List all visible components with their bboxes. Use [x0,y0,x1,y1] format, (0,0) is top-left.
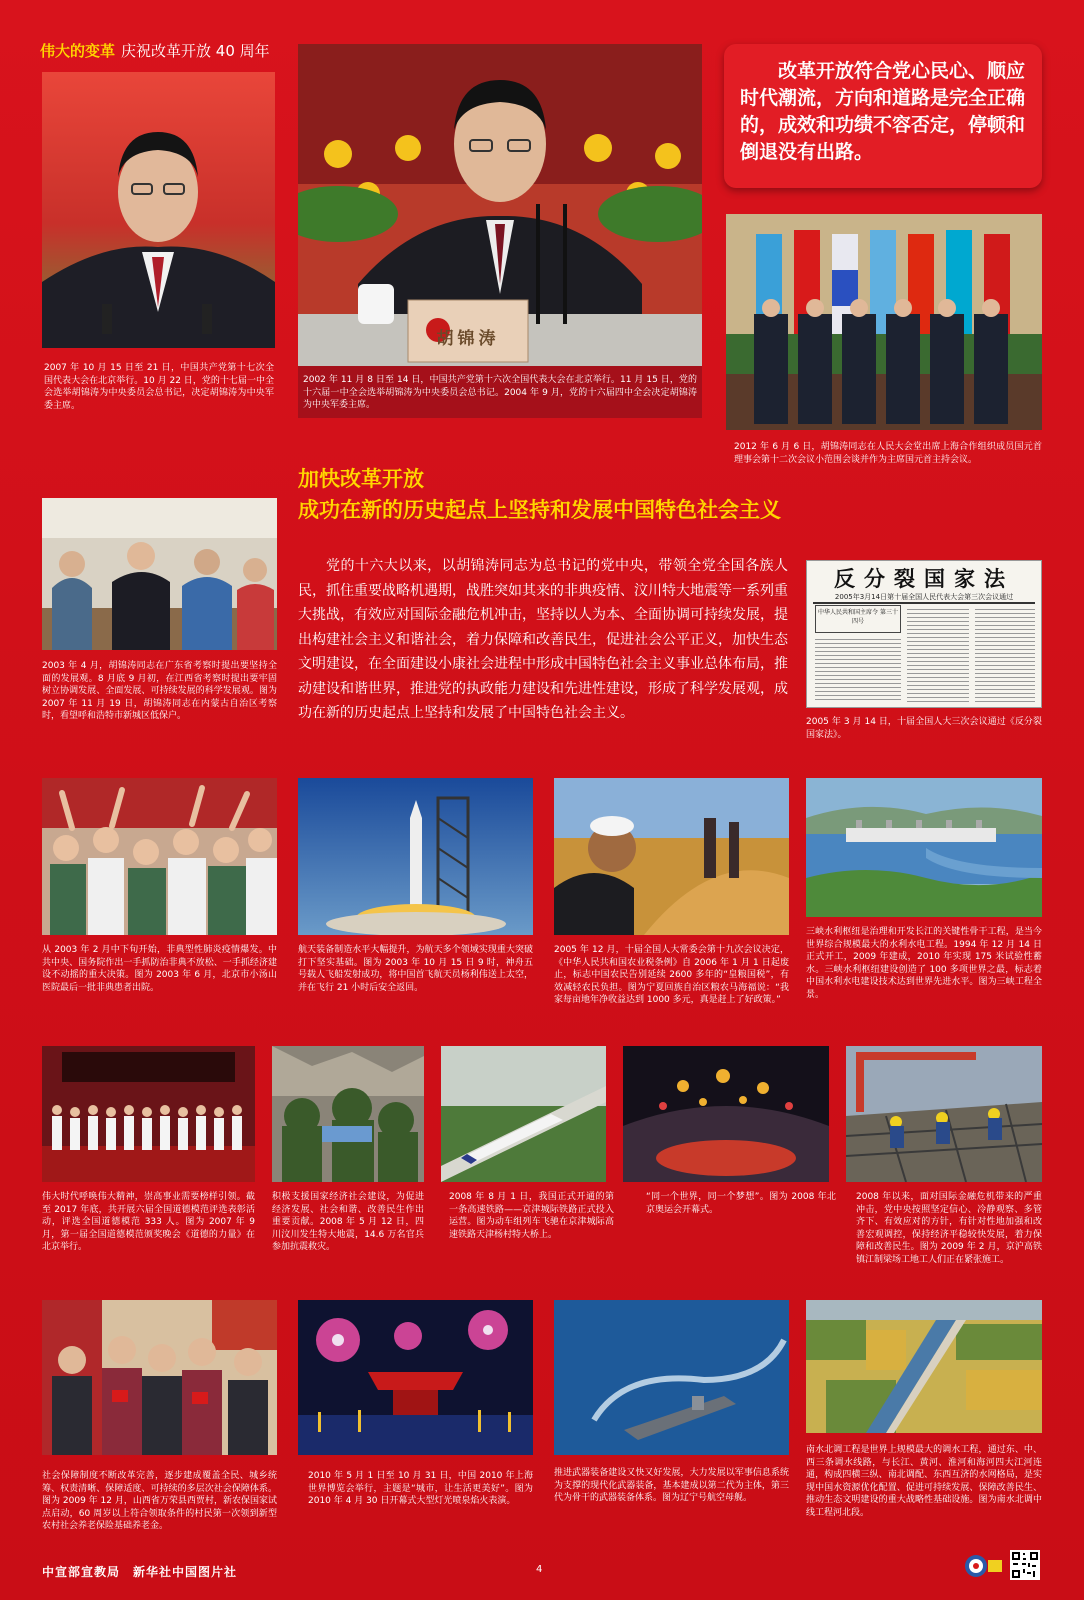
caption-sars-discharge: 从 2003 年 2 月中下旬开始，非典型性肺炎疫情爆发。中共中央、国务院作出一手抓防治非典不放松、一手抓经济建设不动摇的重大决策。图为 2003 年 6 月，北京市小汤山医院最后一批非典患者出院。 [42,945,277,993]
caption-beijing-olympics: “同一个世界，同一个梦想”。图为 2008 年北京奥运会开幕式。 [646,1192,836,1215]
photo-beijing-olympics [623,1046,829,1182]
page-number: 4 [536,1564,543,1575]
caption-anti-secession-law: 2005 年 3 月 14 日，十届全国人大三次会议通过《反分裂国家法》。 [806,717,1042,740]
photo-sars-discharge [42,778,277,935]
quote-text: 改革开放符合党心民心、顺应时代潮流，方向和道路是完全正确的，成效和功绩不容否定，停顿和倒退没有出路。 [740,60,1026,163]
photo-three-gorges [806,778,1042,917]
caption-low-income-visit: 2003 年 4 月，胡锦涛同志在广东省考察时提出要坚持全面的发展观。8 月底 9 月初，在江西省考察时提出要牢固树立协调发展、全面发展、可持续发展的科学发展观。图为 2007 年 11 月 19 日，胡锦涛同志在内蒙古自治区考察时，看望呼和浩特市新城区低保户。 [42,661,277,721]
section-title-line2: 成功在新的历史起点上坚持和发展中国特色社会主义 [298,497,781,522]
newspaper-headline: 反分裂国家法 [834,566,1014,591]
photo-wenchuan-rescue [272,1046,424,1182]
caption-beijing-tianjin-railway: 2008 年 8 月 1 日，我国正式开通的第一条高速铁路——京津城际铁路正式投入运营。图为动车组列车飞驰在京津城际高速铁路天津杨村特大桥上。 [449,1192,614,1240]
photo-beijing-tianjin-railway [441,1046,606,1182]
nameplate: 胡锦涛 [436,329,500,349]
newspaper-anti-secession-law [806,560,1042,708]
photo-16th-congress [298,44,702,366]
quote-box [724,44,1042,188]
header-title [40,40,270,61]
newspaper-rule [813,602,1035,604]
footer-publisher: 中宣部宣教局 新华社中国图片社 [42,1565,238,1579]
section-title-line1: 加快改革开放 [298,466,424,491]
photo-sco-summit [726,214,1042,430]
newspaper-column [975,609,1035,703]
newspaper-column [815,639,901,703]
header-title-bold: 伟大的变革 [40,42,116,60]
caption-sco-summit: 2012 年 6 月 6 日，胡锦涛同志在人民大会堂出席上海合作组织成员国元首理事会第十二次会议小范围会谈并作为主席国元首主持会议。 [734,442,1042,465]
caption-moral-models-gala: 伟大时代呼唤伟大精神，崇高事业需要榜样引领。截至 2017 年底，共开展六届全国道德模范评选表彰活动，评选全国道德模范 333 人。图为 2007 年 9 月，第一届全国道德模范颁奖晚会《道德的力量》在北京举行。 [42,1192,255,1252]
newspaper-column [907,609,969,703]
caption-highspeed-rail-construction: 2008 年以来，面对国际金融危机带来的严重冲击，党中央按照坚定信心、冷静观察、多管齐下、有效应对的方针，有针对性地加强和改善宏观调控，保持经济平稳较快发展，着力保障和改善民生。图为 2009 年 2 月，京沪高铁镇江制梁场工地工人们正在紧张施工。 [856,1192,1042,1265]
section-title [298,463,781,525]
caption-liaoning-carrier: 推进武器装备建设又快又好发展，大力发展以军事信息系统为支撑的现代化武器装备，基本建成以第二代为主体，第三代为骨干的武器装备体系。图为辽宁号航空母舰。 [554,1468,789,1503]
caption-south-north-water: 南水北调工程是世界上规模最大的调水工程，通过东、中、西三条调水线路，与长江、黄河、淮河和海河四大江河连通，构成四横三纵、南北调配、东西互济的水网格局，是实现中国水资源优化配置、促进可持续发展、保障改善民生、推动生态文明建设的重大战略性基础设施。图为南水北调中线工程河北段。 [806,1445,1042,1518]
photo-shanghai-expo [298,1300,533,1455]
caption-wenchuan-rescue: 积极支援国家经济社会建设，为促进经济发展、社会和谐、改善民生作出重要贡献。2008 年 5 月 12 日，四川汶川发生特大地震，14.6 万名官兵参加抗震救灾。 [272,1192,424,1252]
photo-south-north-water [806,1300,1042,1433]
newspaper-decree-box: 中华人民共和国主席令 第三十四号 [815,605,901,633]
photo-shenzhou-launch [298,778,533,935]
caption-16th-congress: 2002 年 11 月 8 日至 14 日，中国共产党第十六次全国代表大会在北京举行。11 月 15 日，党的十六届一中全会选举胡锦涛为中央委员会总书记。2004 年 9 月，党的十六届四中全会决定胡锦涛为中央军委主席。 [298,366,702,418]
photo-liaoning-carrier [554,1300,789,1455]
caption-shanghai-expo: 2010 年 5 月 1 日至 10 月 31 日，中国 2010 年上海世界博览会举行，主题是“城市，让生活更美好”。图为 2010 年 4 月 30 日开幕式大型灯光喷泉焰火表演。 [308,1471,533,1506]
caption-farmer-harvest: 2005 年 12 月，十届全国人大常委会第十九次会议决定，《中华人民共和国农业税条例》自 2006 年 1 月 1 日起废止，标志中国农民告别延续 2600 多年的“皇粮国税”，有效减轻农民负担。图为宁夏回族自治区粮农马海福说：“我家每亩地年净收益达到 1000 多元，真是赶上了好政策。” [554,945,789,1005]
photo-low-income-visit [42,498,277,650]
qr-code-icon [1010,1550,1040,1580]
caption-three-gorges: 三峡水利枢纽是治理和开发长江的关键性骨干工程，是当今世界综合规模最大的水利水电工程。1994 年 12 月 14 日正式开工，2009 年建成，2010 年实现 175 米试验性蓄水。三峡水利枢纽建设创造了 100 多项世界之最，标志着中国水利水电建设技术达到世界先进水平。图为三峡工程全景。 [806,927,1042,1000]
newspaper-subline: 2005年3月14日第十届全国人民代表大会第三次会议通过 [834,593,1014,601]
publisher-logo-icon [964,1552,1004,1580]
photo-highspeed-rail-construction [846,1046,1042,1182]
photo-rural-pension [42,1300,277,1455]
photo-17th-congress [42,72,275,348]
caption-shenzhou-launch: 航天装备制造水平大幅提升，为航天多个领域实现重大突破打下坚实基础。图为 2003 年 10 月 15 日 9 时，神舟五号载人飞船发射成功，将中国首飞航天员杨利伟送上太空，并在飞行 21 小时后安全返回。 [298,945,533,993]
photo-moral-models-gala [42,1046,255,1182]
photo-farmer-harvest [554,778,789,935]
header-title-rest: 庆祝改革开放 40 周年 [121,42,270,60]
section-body: 党的十六大以来，以胡锦涛同志为总书记的党中央，带领全党全国各族人民，抓住重要战略机遇期，战胜突如其来的非典疫情、汶川特大地震等一系列重大挑战，有效应对国际金融危机冲击，坚持以人为本、全面协调可持续发展，提出构建社会主义和谐社会，着力保障和改善民生，促进社会公平正义，加快生态文明建设，在全面建设小康社会进程中形成中国特色社会主义事业总体布局，推动建设和谐世界，推进党的执政能力建设和先进性建设，形成了科学发展观，成功在新的历史起点上坚持和发展了中国特色社会主义。 [298,558,788,721]
caption-17th-congress: 2007 年 10 月 15 日至 21 日，中国共产党第十七次全国代表大会在北京举行。10 月 22 日，党的十七届一中全会选举胡锦涛为中央委员会总书记，决定胡锦涛为中央军委主席。 [44,363,274,411]
caption-rural-pension: 社会保障制度不断改革完善，逐步建成覆盖全民、城乡统筹、权责清晰、保障适度、可持续的多层次社会保障体系。图为 2009 年 12 月，山西省万荣县西贾村，新农保国家试点启动，60 周岁以上符合领取条件的村民第一次领到新型农村社会养老保险基础养老金。 [42,1471,277,1531]
